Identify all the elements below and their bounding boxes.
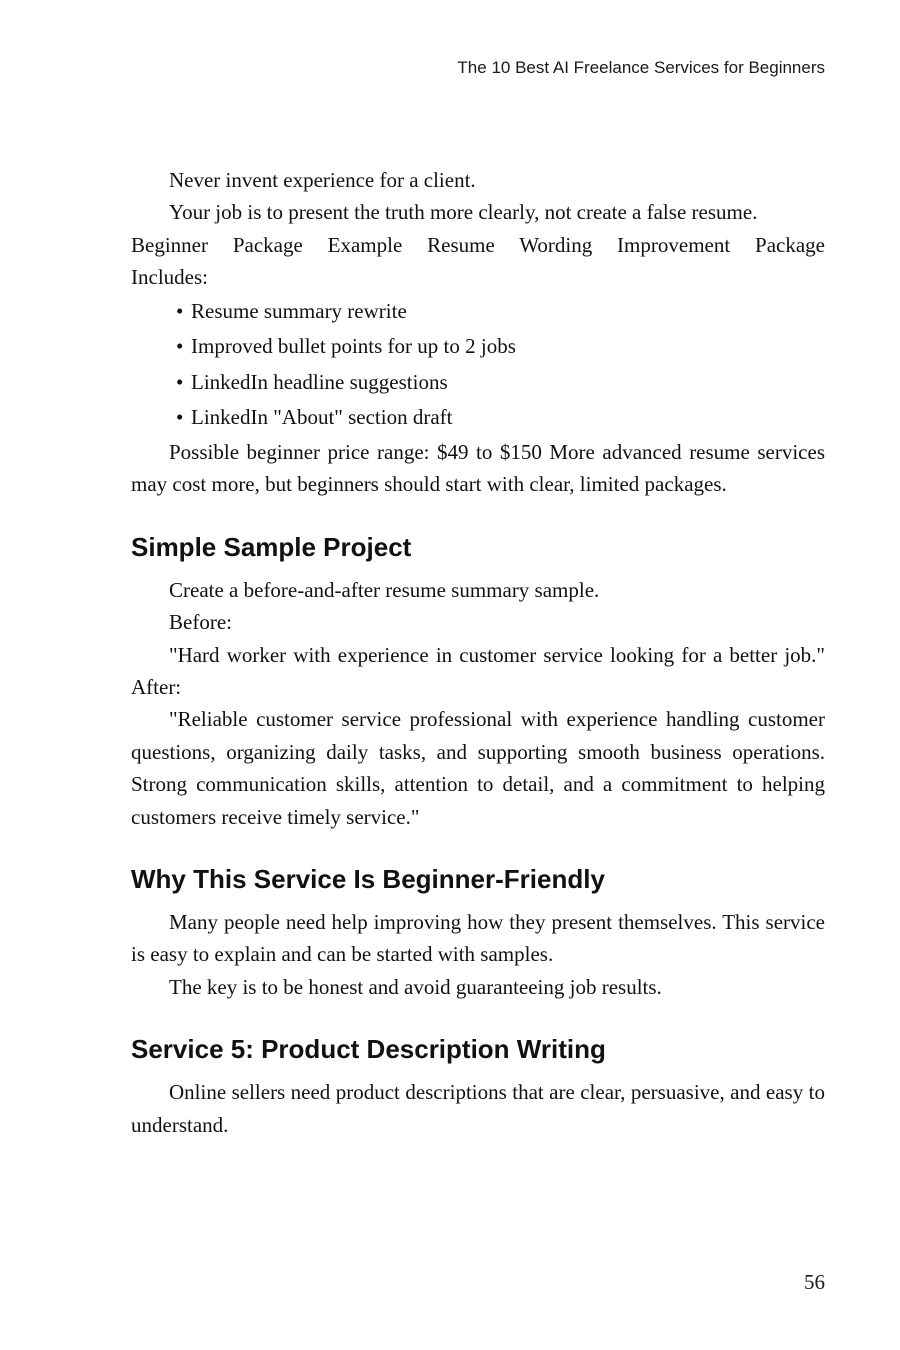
bullet-icon: • (176, 298, 184, 323)
running-header: The 10 Best AI Freelance Services for Beginners (457, 58, 825, 77)
list-item (131, 294, 825, 330)
heading-beginner-friendly: Why This Service Is Beginner-Friendly (131, 864, 605, 895)
paragraph-after-quote: "Reliable customer service professional with experience handling customer questions, organizing daily tasks, and supporting smooth business operations. Strong communication skills, attention to detail, and a commitment to helping customers receive timely service." (131, 707, 825, 829)
paragraph-package-title-line1: Beginner Package Example Resume Wording Improvement Package (131, 232, 825, 257)
paragraph-package-title-line2: Includes: (131, 265, 208, 290)
bullet-icon: • (176, 405, 184, 430)
package-includes-list (131, 294, 825, 436)
paragraph-online-sellers: Online sellers need product descriptions that are clear, persuasive, and easy to understand. (131, 1080, 825, 1137)
paragraph-before-label: Before: (169, 610, 232, 635)
bullet-icon: • (176, 334, 184, 359)
paragraph-before-quote: "Hard worker with experience in customer service looking for a better job." After: (131, 642, 825, 700)
list-item-text: Resume summary rewrite (191, 298, 407, 323)
page-number: 56 (804, 1270, 825, 1294)
paragraph-your-job: Your job is to present the truth more clearly, not create a false resume. (169, 200, 758, 225)
paragraph-many-people: Many people need help improving how they present themselves. This service is easy to explain and can be started with samples. (131, 910, 825, 967)
heading-simple-sample-project: Simple Sample Project (131, 531, 412, 562)
list-item (131, 400, 825, 436)
list-item-text: Improved bullet points for up to 2 jobs (191, 334, 516, 359)
paragraph-create-sample: Create a before-and-after resume summary sample. (169, 577, 600, 602)
bullet-icon: • (176, 369, 184, 394)
list-item-text: LinkedIn headline suggestions (191, 369, 448, 394)
paragraph-the-key: The key is to be honest and avoid guaranteeing job results. (169, 974, 662, 999)
paragraph-price-range: Possible beginner price range: $49 to $150 More advanced resume services may cost more, but beginners should start with clear, limited packages. (131, 440, 825, 497)
paragraph-never-invent: Never invent experience for a client. (169, 168, 476, 192)
list-item (131, 365, 825, 401)
page-body (131, 164, 825, 1141)
heading-service-5: Service 5: Product Description Writing (131, 1034, 606, 1065)
list-item (131, 329, 825, 365)
list-item-text: LinkedIn "About" section draft (191, 405, 453, 430)
